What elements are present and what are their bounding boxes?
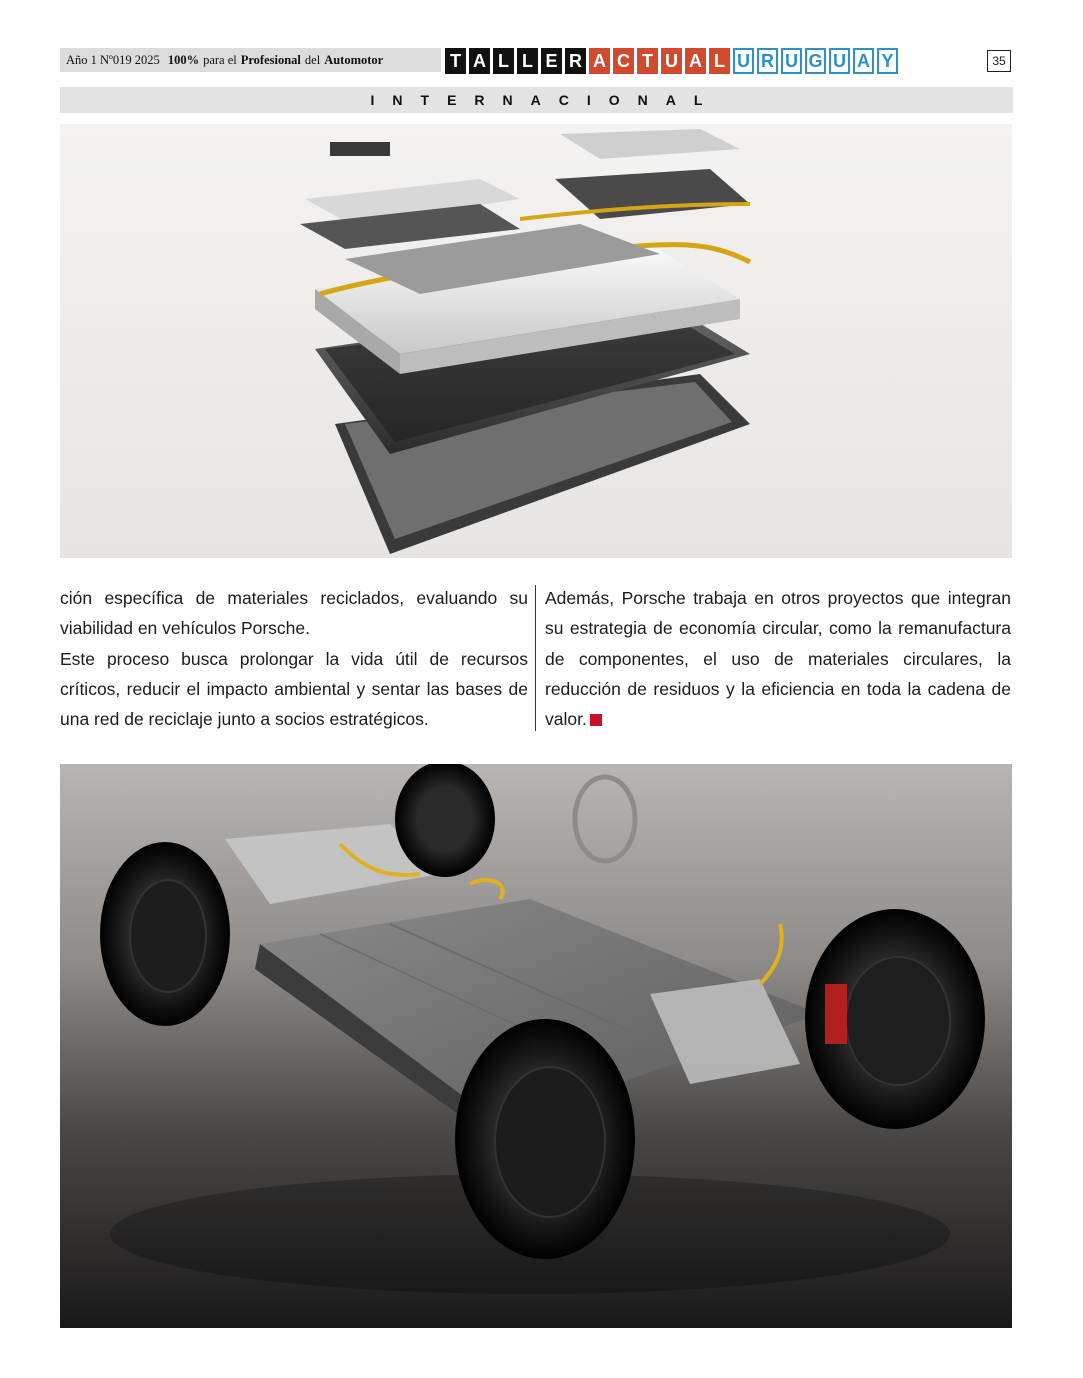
paragraph: Este proceso busca prolongar la vida útil de recursos críticos, reducir el impacto ambiental y sentar las bases de una red de reciclaje junto a socios estratégicos. xyxy=(60,648,528,730)
logo-letter: U xyxy=(733,48,754,74)
paragraph xyxy=(545,583,1011,734)
logo-letter: L xyxy=(517,48,538,74)
tagline-automotor: Automotor xyxy=(324,52,384,67)
paragraph: ción específica de materiales reciclados, evaluando su viabilidad en vehículos Porsche. xyxy=(60,588,528,639)
chassis-illustration xyxy=(60,764,1012,1328)
magazine-logo xyxy=(445,48,898,74)
article-column-right xyxy=(545,583,1011,734)
logo-letter: U xyxy=(661,48,682,74)
logo-letter: R xyxy=(565,48,586,74)
logo-letter: Y xyxy=(877,48,898,74)
logo-letter: C xyxy=(613,48,634,74)
section-title: INTERNACIONAL xyxy=(370,92,721,108)
logo-letter: E xyxy=(541,48,562,74)
tagline-para: para el xyxy=(203,52,237,67)
issue-number: Año 1 Nº019 2025 xyxy=(66,52,160,67)
issue-info-bar xyxy=(60,48,441,72)
chassis-photo xyxy=(60,764,1012,1328)
tagline-pct: 100% xyxy=(167,52,200,67)
tagline-profesional: Profesional xyxy=(240,52,301,67)
logo-letter: R xyxy=(757,48,778,74)
battery-pack-photo xyxy=(60,124,1012,558)
paragraph-text: Además, Porsche trabaja en otros proyectos que integran su estrategia de economía circular, como la remanufactura de componentes, el uso de materiales circulares, la reducción de residuos y la eficiencia en toda la cadena de valor. xyxy=(545,588,1011,730)
logo-letter: A xyxy=(469,48,490,74)
page-number: 35 xyxy=(987,50,1011,72)
logo-letter: U xyxy=(829,48,850,74)
logo-letter: T xyxy=(445,48,466,74)
battery-pack-illustration xyxy=(60,124,1012,558)
logo-letter: A xyxy=(685,48,706,74)
logo-letter: A xyxy=(853,48,874,74)
end-of-article-mark xyxy=(590,714,602,726)
logo-letter: A xyxy=(589,48,610,74)
column-divider xyxy=(535,585,536,731)
tagline-del: del xyxy=(304,52,321,67)
logo-letter: T xyxy=(637,48,658,74)
logo-letter: G xyxy=(805,48,826,74)
logo-letter: U xyxy=(781,48,802,74)
logo-letter: L xyxy=(493,48,514,74)
section-header xyxy=(60,87,1013,113)
logo-letter: L xyxy=(709,48,730,74)
article-column-left xyxy=(60,583,528,734)
